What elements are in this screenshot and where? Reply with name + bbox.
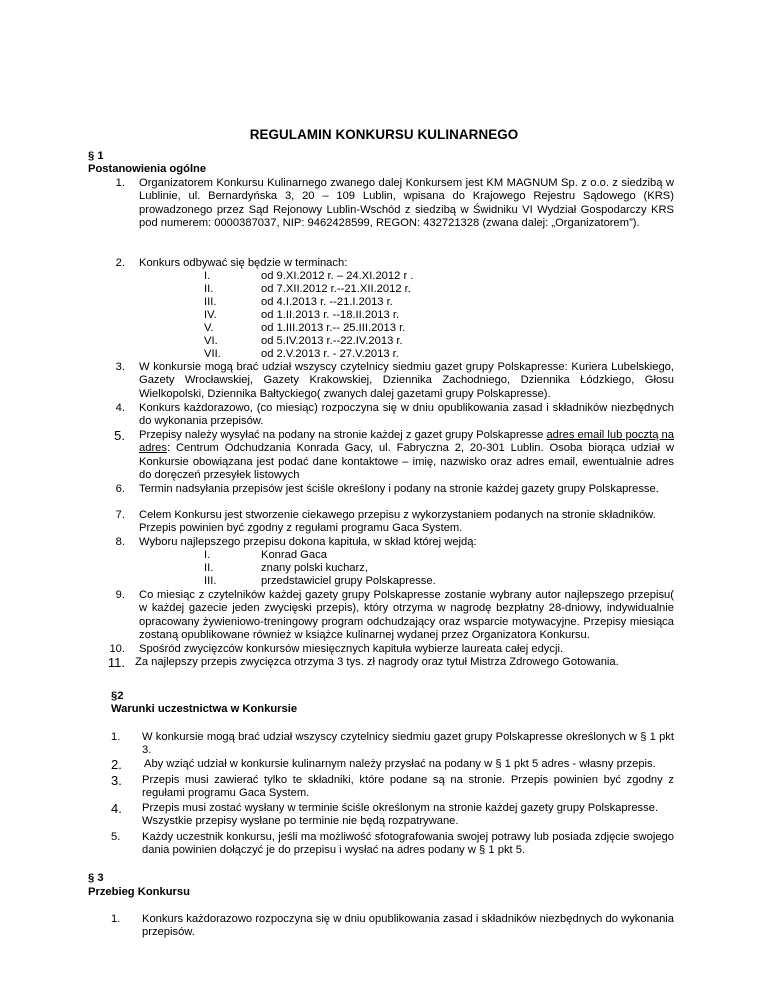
s1-item-4: 4. Konkurs każdorazowo, (co miesiąc) rozpoczyna się w dniu opublikowania zasad i składników niezbędnych do wykonania przepisów. (115, 402, 674, 428)
s1-item-3: 3. W konkursie mogą brać udział wszyscy czytelnicy siedmiu gazet grupy Polskapresse: Kuriera Lubelskiego, Gazety Wrocławskiej, Gazety Krakowskiej, Dziennika Zachodniego, Dziennika Łódzkiego, Głosu Wielkopolski, Dziennika Bałtyckiego( zwanych dalej gazetami grupy Polskapresse). (115, 361, 674, 400)
s1-item-5: 5. Przepisy należy wysyłać na podany na stronie każdej z gazet grupy Polskapresse adres email lub pocztą na adres: Centrum Odchudzania Konrada Gacy, ul. Fabryczna 2, 20-301 Lublin. Osoba biorąca udział w Konkursie obowiązana jest podać dane kontaktowe – imię, nazwisko oraz adres email, ewentualnie adres do doręczeń przesyłek listowych (114, 428, 674, 482)
section-3-heading: Przebieg Konkursu (88, 886, 190, 898)
s2-item-5: 5. Każdy uczestnik konkursu, jeśli ma możliwość sfotografowania swojej potrawy lub posiada zdjęcie swojego dania powinien dołączyć je do przepisu i wysłać na adres podany w § 1 pkt 5. (111, 831, 674, 857)
s1-item-7: 7. Celem Konkursu jest stworzenie ciekawego przepisu z wykorzystaniem podanych na stronie składników. Przepis powinien być zgodny z regułami programu Gaca System. (115, 509, 656, 535)
section-1-number: § 1 (88, 150, 104, 162)
s2-item-4: 4. Przepis musi zostać wysłany w terminie ściśle określonym na stronie każdej gazety grupy Polskapresse. Wszystkie przepisy wysłane po terminie nie będą rozpatrywane. (111, 801, 659, 828)
s1-item-6: 6. Termin nadsyłania przepisów jest ściśle określony i podany na stronie każdej gazety grupy Polskapresse. (115, 483, 659, 495)
email-link[interactable]: adres email lub pocztą na adres (139, 429, 674, 455)
s2-item-3: 3. Przepis musi zawierać tylko te składniki, które podane są na stronie. Przepis powinien być zgodny z regułami programu Gaca System. (111, 773, 674, 800)
document-page: REGULAMIN KONKURSU KULINARNEGO § 1 Postanowienia ogólne 1. Organizatorem Konkursu Kulinarnego zwanego dalej Konkursem jest KM MAGNUM Sp. z o.o. z siedzibą w Lublinie, ul. Bernardyńska 3, 20 – 109 Lublin, wpisana do Krajowego Rejestru Sądowego (KRS) prowadzonego przez Sąd Rejonowy Lublin-Wschód z siedzibą w Świdniku VI Wydział Gospodarczy KRS pod numerem: 0000387037, NIP: 9462428599, REGON: 432721328 (zwana dalej: „Organizatorem”). 2. Konkurs odbywać się będzie w terminach: I. od 9.XI.2012 r. – 24.XI.2012 r . II. od 7.XII.2012 r.--21.XII.2012 r. III. od 4.I.2013 r. --21.I.2013 r. IV. od 1.II.2013 r. --18.II.2013 r. V. od 1.III.2013 r.-- 25.III.2013 r. VI. od 5.IV.2013 r.--22.IV.2013 r. VII. od 2.V.2013 r. - 27.V.2013 r. 3. W konkursie mogą brać udział wszyscy czytelnicy siedmiu gazet grupy Polskapresse: Kuriera Lubelskiego, Gazety Wrocławskiej, Gazety Krakowskiej, Dziennika Zachodniego, Dziennika Łódzkiego, Głosu Wielkopolski, Dziennika Bałtyckiego( zwanych dalej gazetami grupy Polskapresse). 4. Konkurs każdorazowo, (co miesiąc) rozpoczyna się w dniu opublikowania zasad i składników niezbędnych do wykonania przepisów. 5. Przepisy należy wysyłać na podany na stronie każdej z gazet grupy Polskapresse adres email lub pocztą na adres: Centrum Odchudzania Konrada Gacy, ul. Fabryczna 2, 20-301 Lublin. Osoba biorąca udział w Konkursie obowiązana jest podać dane kontaktowe – imię, nazwisko oraz adres email, ewentualnie adres do doręczeń przesyłek listowych 6. Termin nadsyłania przepisów jest ściśle określony i podany na stronie każdej gazety grupy Polskapresse. 7. Celem Konkursu jest stworzenie ciekawego przepisu z wykorzystaniem podanych na stronie składników. Przepis powinien być zgodny z regułami programu Gaca System. 8. Wyboru najlepszego przepisu dokona kapituła, w skład której wejdą: I. Konrad Gaca II. znany polski kucharz, III. przedstawiciel grupy Polskapresse. 9. Co miesiąc z czytelników każdej gazety grupy Polskapresse zostanie wybrany autor najlepszego przepisu( w każdej gazecie jeden zwycięski przepis), który otrzyma w nagrodę bezpłatny 28-dniowy, indywidualnie opracowany żywieniowo-treningowy program odchudzający oraz wsparcie motywacyjne. Przepisy miesiąca zostaną opublikowane również w książce kulinarnej wydanej przez Organizatora Konkursu. 10. Spośród zwycięzców konkursów miesięcznych kapituła wybierze laureata całej edycji. 11. Za najlepszy przepis zwycięzca otrzyma 3 tys. zł nagrody oraz tytuł Mistrza Zdrowego Gotowania. §2 Warunki uczestnictwa w Konkursie 1. W konkursie mogą brać udział wszyscy czytelnicy siedmiu gazet grupy Polskapresse określonych w § 1 pkt 3. 2. Aby wziąć udział w konkursie kulinarnym należy przysłać na podany w § 1 pkt 5 adres - własny przepis. 3. Przepis musi zawierać tylko te składniki, które podane są na stronie. Przepis powinien być zgodny z regułami programu Gaca System. 4. Przepis musi zostać wysłany w terminie ściśle określonym na stronie każdej gazety grupy Polskapresse. Wszystkie przepisy wysłane po terminie nie będą rozpatrywane. 5. Każdy uczestnik konkursu, jeśli ma możliwość sfotografowania swojej potrawy lub posiada zdjęcie swojego dania powinien dołączyć je do przepisu i wysłać na adres podany w § 1 pkt 5. § 3 Przebieg Konkursu 1. Konkurs każdorazowo rozpoczyna się w dniu opublikowania zasad i składników niezbędnych do wykonania przepisów. (0, 0, 768, 994)
s2-item-1: 1. W konkursie mogą brać udział wszyscy czytelnicy siedmiu gazet grupy Polskapresse określonych w § 1 pkt 3. (111, 731, 674, 757)
section-2-heading: Warunki uczestnictwa w Konkursie (111, 703, 298, 715)
s3-item-1: 1. Konkurs każdorazowo rozpoczyna się w dniu opublikowania zasad i składników niezbędnych do wykonania przepisów. (111, 913, 674, 939)
s1-item-10: 10. Spośród zwycięzców konkursów miesięcznych kapituła wybierze laureata całej edycji. (109, 643, 564, 655)
s1-item-1: 1. Organizatorem Konkursu Kulinarnego zwanego dalej Konkursem jest KM MAGNUM Sp. z o.o. z siedzibą w Lublinie, ul. Bernardyńska 3, 20 – 109 Lublin, wpisana do Krajowego Rejestru Sądowego (KRS) prowadzonego przez Sąd Rejonowy Lublin-Wschód z siedzibą w Świdniku VI Wydział Gospodarczy KRS pod numerem: 0000387037, NIP: 9462428599, REGON: 432721328 (zwana dalej: „Organizatorem”). (115, 177, 674, 230)
section-2-number: §2 (111, 690, 124, 702)
document-title: REGULAMIN KONKURSU KULINARNEGO (249, 127, 519, 142)
s1-item-11: 11. Za najlepszy przepis zwycięzca otrzyma 3 tys. zł nagrody oraz tytuł Mistrza Zdrowego Gotowania. (107, 655, 619, 670)
s1-item-9: 9. Co miesiąc z czytelników każdej gazety grupy Polskapresse zostanie wybrany autor najlepszego przepisu( w każdej gazecie jeden zwycięski przepis), który otrzyma w nagrodę bezpłatny 28-dniowy, indywidualnie opracowany żywieniowo-treningowy program odchudzający oraz wsparcie motywacyjne. Przepisy miesiąca zostaną opublikowane również w książce kulinarnej wydanej przez Organizatora Konkursu. (115, 589, 674, 642)
s2-item-2: 2. Aby wziąć udział w konkursie kulinarnym należy przysłać na podany w § 1 pkt 5 adres - własny przepis. (111, 757, 656, 772)
section-3-number: § 3 (88, 872, 104, 884)
section-1-heading: Postanowienia ogólne (88, 163, 207, 175)
s1-item-2: 2. Konkurs odbywać się będzie w terminach: (115, 257, 348, 269)
s1-item-8: 8. Wyboru najlepszego przepisu dokona kapituła, w skład której wejdą: (115, 536, 477, 548)
